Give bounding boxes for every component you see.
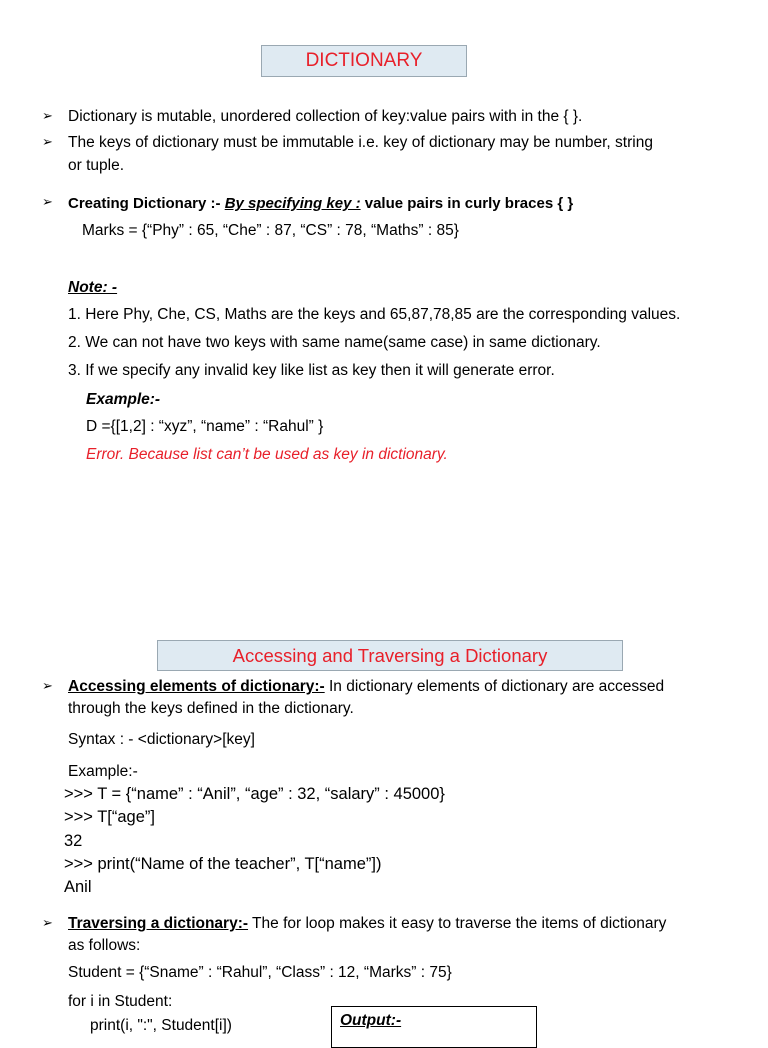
creating-italic: By specifying key : <box>224 195 361 212</box>
code-line-1: >>> T = {“name” : “Anil”, “age” : 32, “salary” : 45000} <box>64 785 445 803</box>
arrowhead-bullet-icon: ➢ <box>42 134 53 149</box>
bullet-text-2-cont: or tuple. <box>68 157 125 174</box>
code-line-4: >>> print(“Name of the teacher”, T[“name”]) <box>64 855 382 873</box>
example-label: Example:- <box>86 391 161 408</box>
traversing-text: The for loop makes it easy to traverse the items of dictionary <box>248 915 667 932</box>
accessing-line-2: through the keys defined in the dictionary. <box>68 700 354 717</box>
page-title: DICTIONARY <box>305 50 423 71</box>
print-code: print(i, ":", Student[i]) <box>90 1017 232 1034</box>
code-line-2: >>> T[“age”] <box>64 808 155 826</box>
section-title: Accessing and Traversing a Dictionary <box>232 645 548 666</box>
example-label-2: Example:- <box>68 763 138 780</box>
section-title-box <box>157 640 623 671</box>
dictionary-title-box <box>261 45 467 77</box>
arrowhead-bullet-icon: ➢ <box>42 108 53 123</box>
marks-example: Marks = {“Phy” : 65, “Che” : 87, “CS” : 78, “Maths” : 85} <box>82 222 459 239</box>
note-item-1: 1. Here Phy, Che, CS, Maths are the keys and 65,87,78,85 are the corresponding values. <box>68 306 681 323</box>
accessing-text: In dictionary elements of dictionary are accessed <box>324 678 665 695</box>
creating-dictionary-line <box>68 194 573 214</box>
code-line-3: 32 <box>64 832 83 850</box>
arrowhead-bullet-icon: ➢ <box>42 915 53 930</box>
traversing-label: Traversing a dictionary:- <box>68 915 249 932</box>
note-label: Note: - <box>68 279 118 296</box>
accessing-label: Accessing elements of dictionary:- <box>68 678 325 695</box>
accessing-line <box>68 677 664 697</box>
bullet-text-1: Dictionary is mutable, unordered collection of key:value pairs with in the { }. <box>68 108 583 125</box>
error-text: Error. Because list can’t be used as key in dictionary. <box>86 446 448 463</box>
arrowhead-bullet-icon: ➢ <box>42 194 53 209</box>
arrowhead-bullet-icon: ➢ <box>42 678 53 693</box>
note-item-3: 3. If we specify any invalid key like list as key then it will generate error. <box>68 362 555 379</box>
code-line-5: Anil <box>64 878 92 896</box>
output-box <box>331 1006 537 1048</box>
creating-rest: value pairs in curly braces { } <box>360 195 574 212</box>
student-code: Student = {“Sname” : “Rahul”, “Class” : 12, “Marks” : 75} <box>68 964 452 981</box>
traversing-line-2: as follows: <box>68 937 141 954</box>
bullet-text-2: The keys of dictionary must be immutable i.e. key of dictionary may be number, string <box>68 134 653 151</box>
note-item-2: 2. We can not have two keys with same name(same case) in same dictionary. <box>68 334 601 351</box>
creating-label: Creating Dictionary :- <box>68 195 225 212</box>
for-loop-code: for i in Student: <box>68 993 173 1010</box>
traversing-line <box>68 914 666 934</box>
example-code: D ={[1,2] : “xyz”, “name” : “Rahul” } <box>86 418 324 435</box>
output-label: Output:- <box>340 1012 402 1029</box>
syntax-line: Syntax : - <dictionary>[key] <box>68 731 255 748</box>
